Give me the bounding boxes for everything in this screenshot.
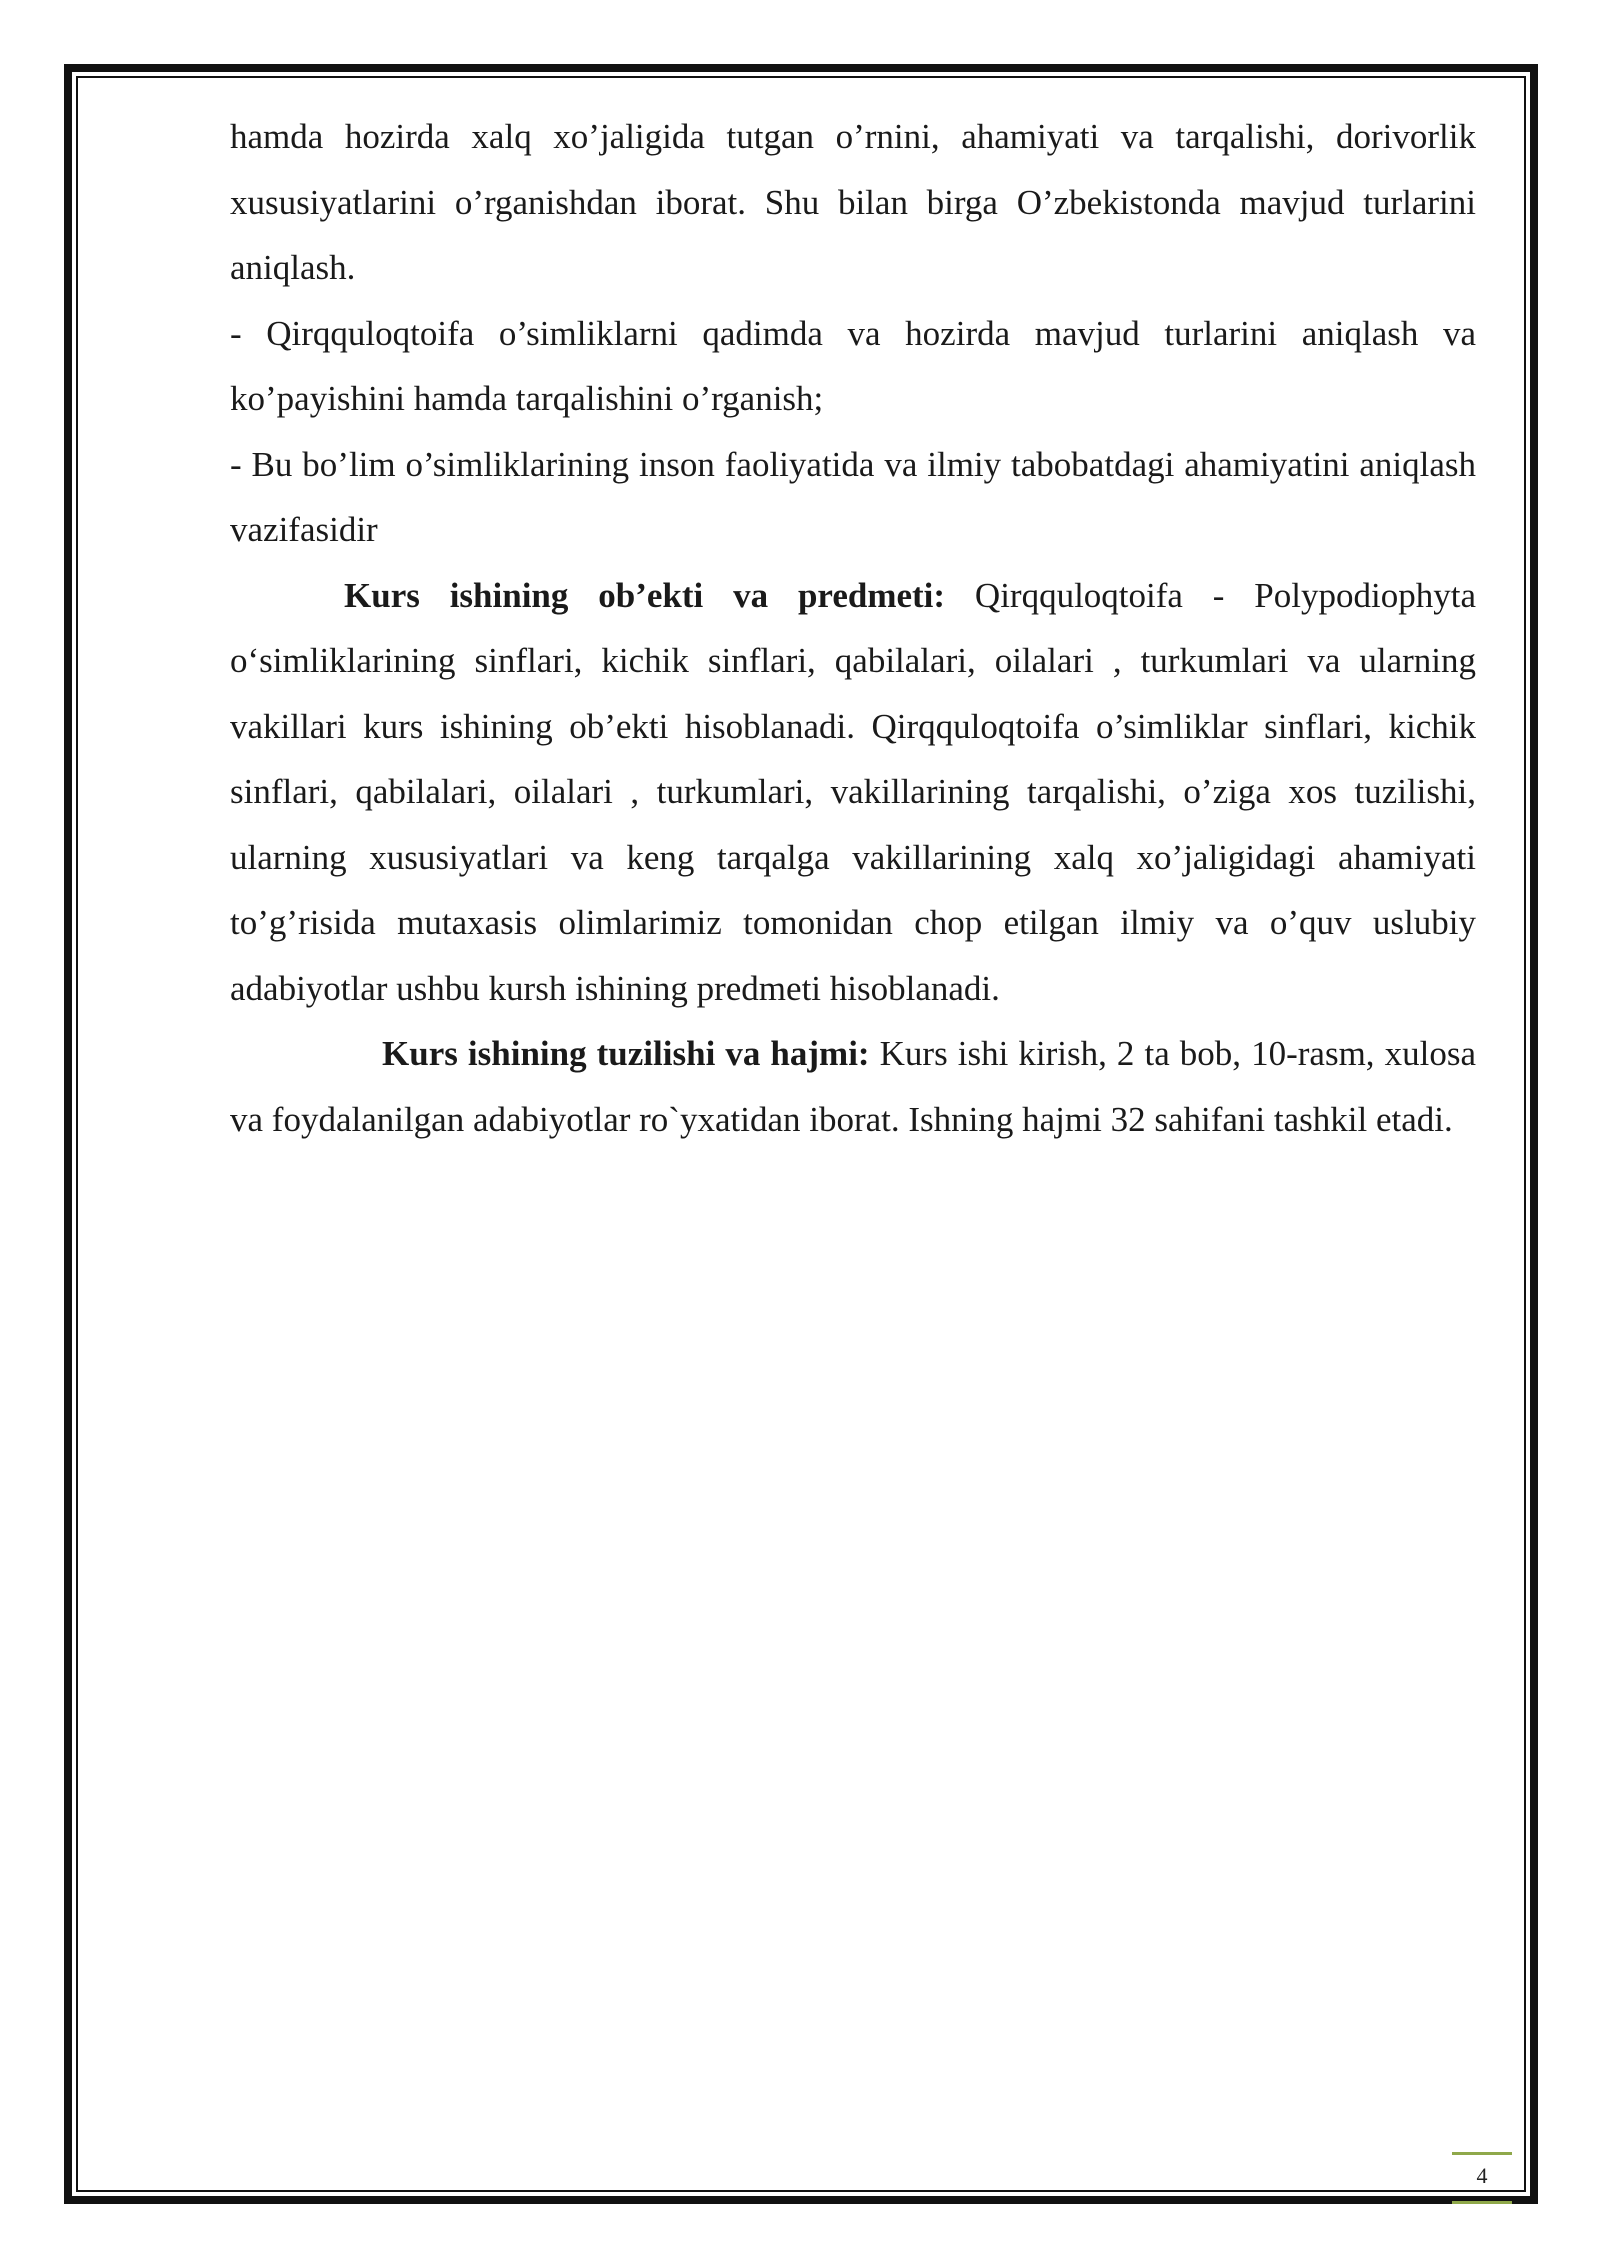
object-heading: Kurs ishining ob’ekti va predmeti:	[344, 575, 946, 615]
paragraph-structure-volume	[230, 1021, 1476, 1152]
paragraph-task-1: - Qirqquloqtoifa o’simliklarni qadimda va hozirda mavjud turlarini aniqlash va ko’payishini hamda tarqalishini o’rganish;	[230, 313, 1476, 418]
page-number: 4	[1452, 2152, 1512, 2204]
structure-heading: Kurs ishining tuzilishi va hajmi:	[382, 1034, 870, 1073]
paragraph-object-subject	[230, 563, 1476, 1022]
paragraph-task-2: - Bu bo’lim o’simliklarining inson faoliyatida va ilmiy tabobatdagi ahamiyatini aniqlash vazifasidir	[230, 444, 1476, 549]
paragraph-intro-continuation: hamda hozirda xalq xo’jaligida tutgan o’rnini, ahamiyati va tarqalishi, dorivorlik xususiyatlarini o’rganishdan iborat. Shu bilan birga O’zbekistonda mavjud turlarini aniqlash.	[230, 117, 1476, 287]
page-content	[230, 104, 1476, 1152]
structure-text: Kurs ishi kirish, 2 ta bob, 10-rasm, xulosa va foydalanilgan adabiyotlar ro`yxatidan iborat. Ishning hajmi 32 sahifani tashkil etadi.	[230, 1034, 1476, 1139]
object-text: Qirqquloqtoifa - Polypodiophyta o‘simliklarining sinflari, kichik sinflari, qabilalari, oilalari , turkumlari va ularning vakillari kurs ishining ob’ekti hisoblanadi. Qirqquloqtoifa o’simliklar sinflari, kichik sinflari, qabilalari, oilalari , turkumlari, vakillarining tarqalishi, o’ziga xos tuzilishi, ularning xususiyatlari va keng tarqalga vakillarining xalq xo’jaligidagi ahamiyati to’g’risida mutaxasis olimlarimiz tomonidan chop etilgan ilmiy va o’quv uslubiy adabiyotlar ushbu kursh ishining predmeti hisoblanadi.	[230, 575, 1476, 1008]
